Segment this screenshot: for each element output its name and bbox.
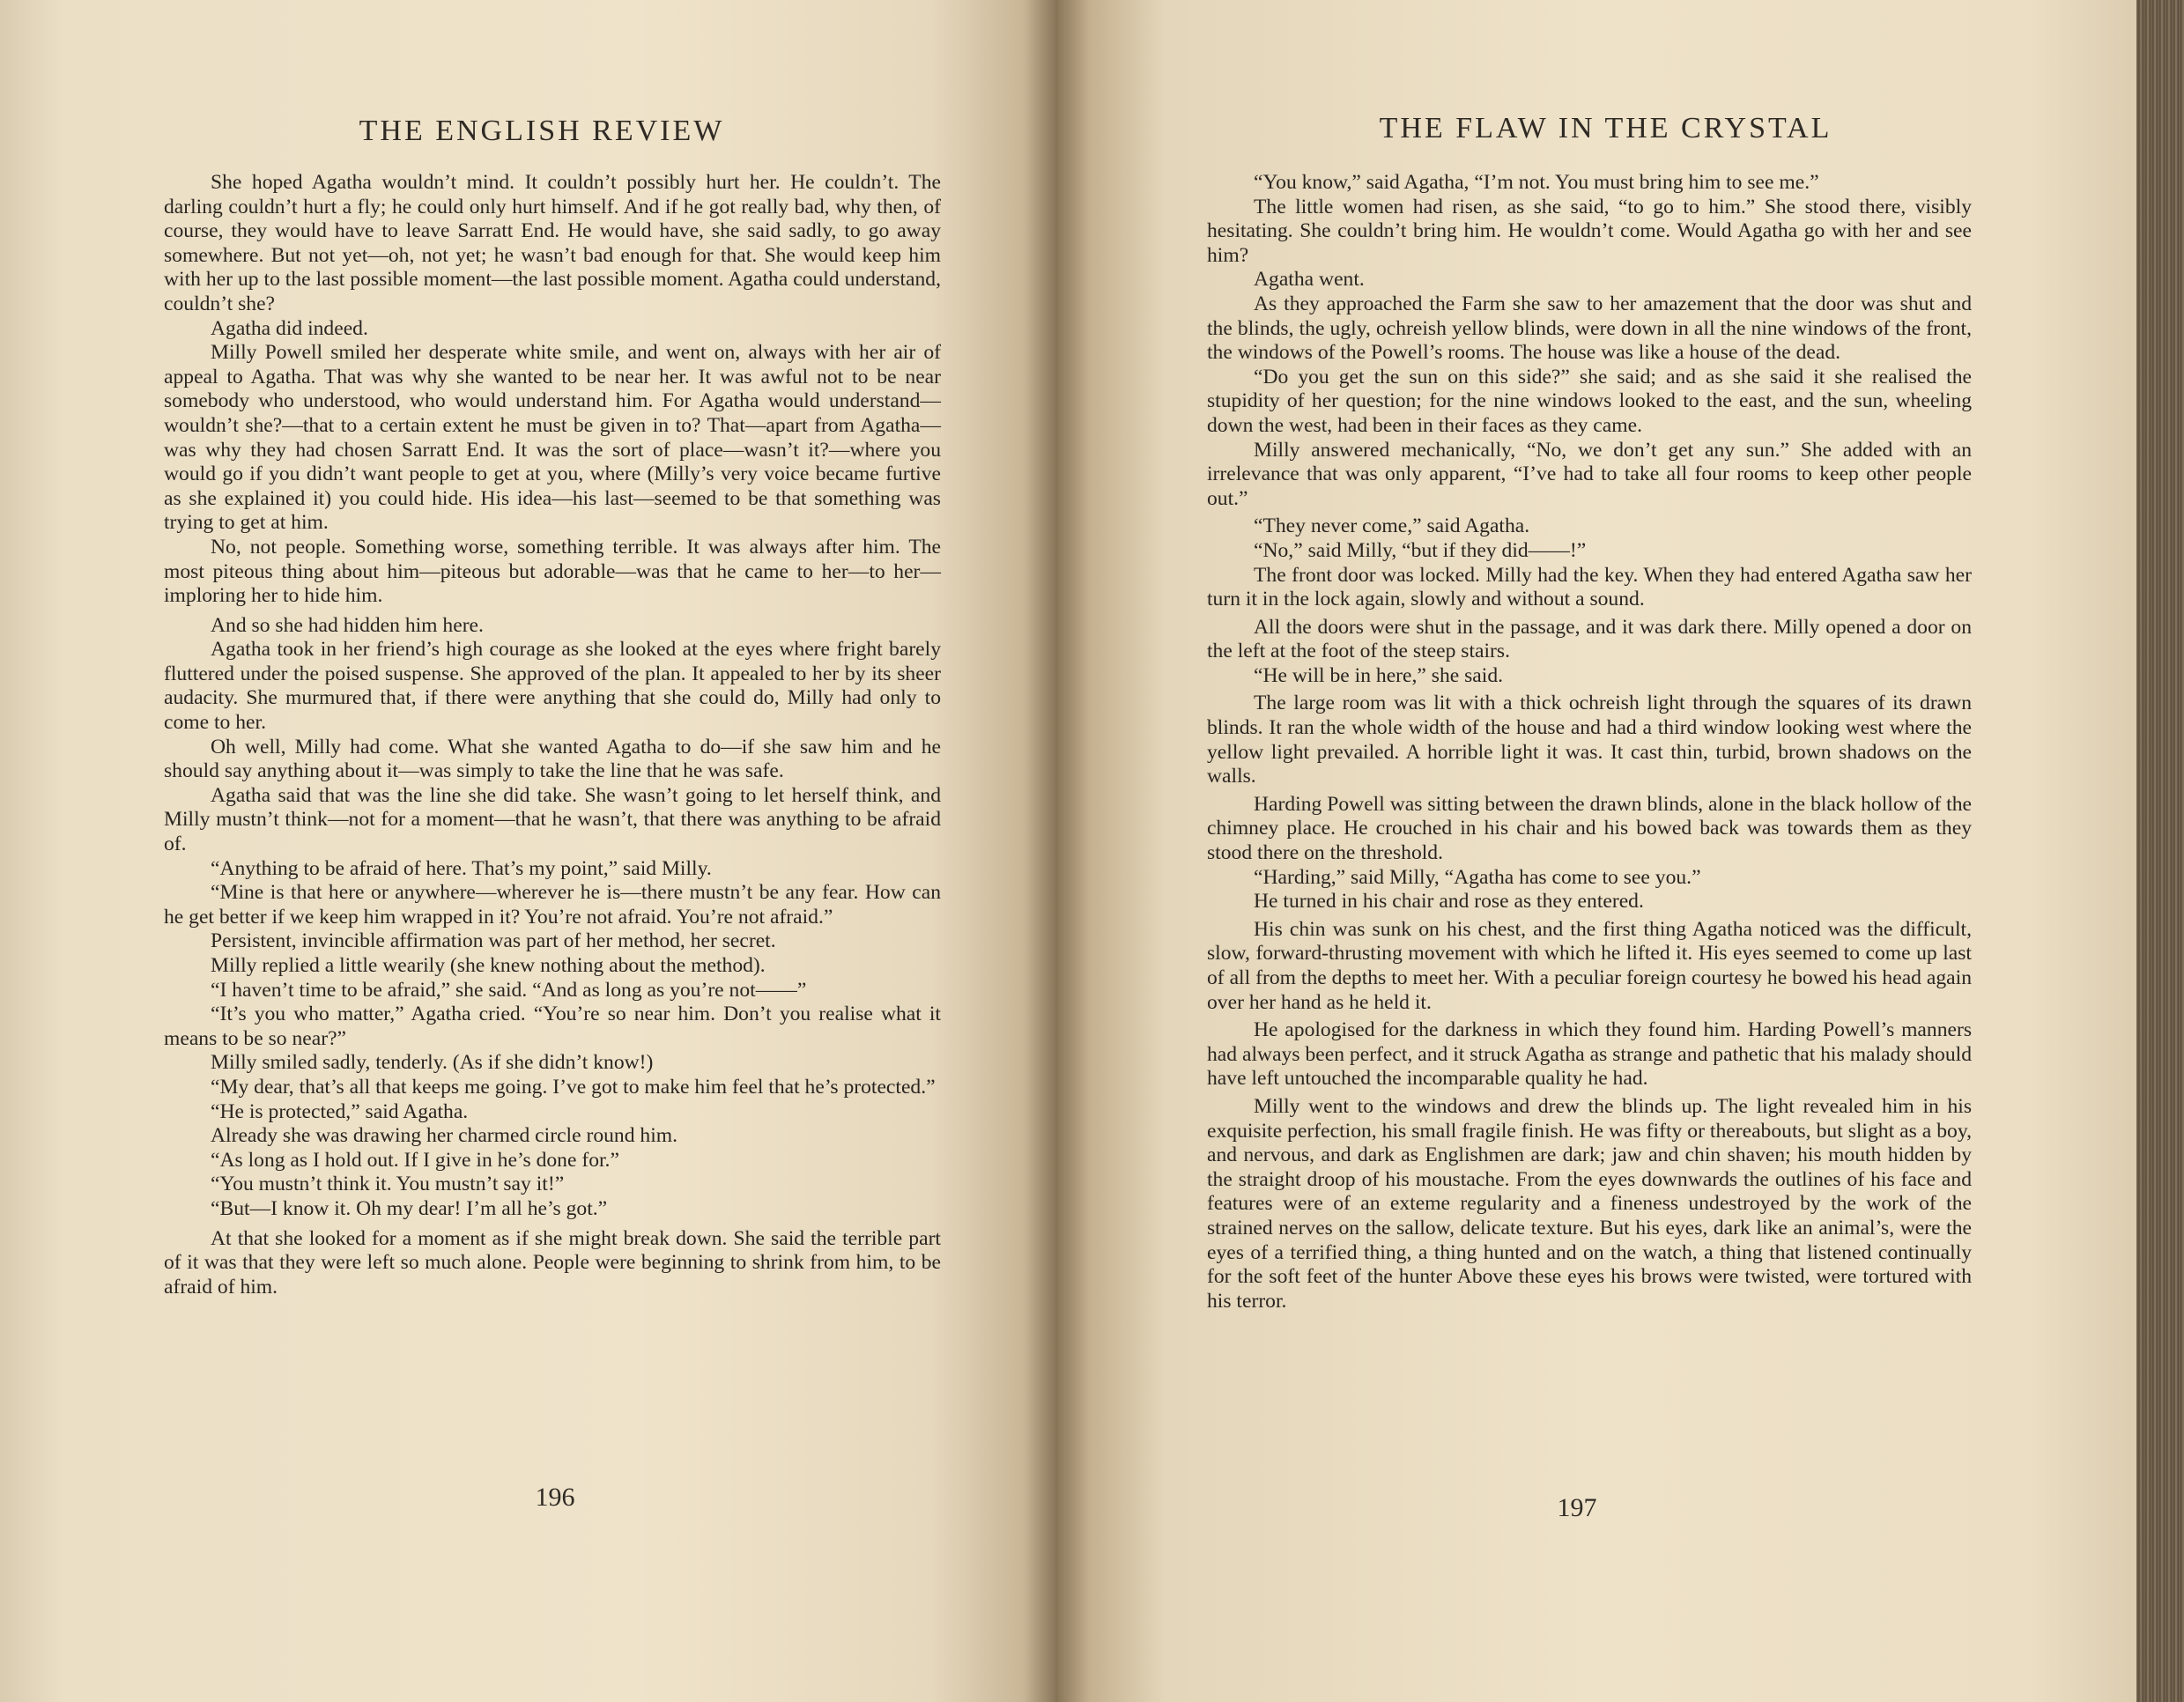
- paragraph: The little women had risen, as she said, “to go to him.” She stood there, visibly hesitating. She couldn’t bring him. He wouldn’t come. Would Agatha go with her and see him?: [1207, 195, 1972, 267]
- paragraph: Persistent, invincible affirmation was part of her method, her secret.: [211, 929, 776, 953]
- paragraph: Milly answered mechanically, “No, we don’t get any sun.” She added with an irrelevance that was only apparent, “I’ve had to take all four rooms to keep other people out.”: [1207, 438, 1972, 510]
- body-text: [1207, 171, 1972, 1314]
- paragraph: Agatha did indeed.: [211, 316, 368, 340]
- paragraph: His chin was sunk on his chest, and the first thing Agatha noticed was the difficult, slow, forward-thrusting movement with which he lifted it. His eyes seemed to come up last of all from the depths to meet her. With a peculiar foreign courtesy he bowed his head again over her hand as he held it.: [1207, 917, 1972, 1014]
- paragraph: Agatha said that was the line she did take. She wasn’t going to let herself think, and Milly mustn’t think—not for a moment—that he wasn’t, that there was anything to be afraid of.: [164, 783, 941, 856]
- paragraph: Milly smiled sadly, tenderly. (As if she didn’t know!): [211, 1051, 654, 1075]
- paragraph: “My dear, that’s all that keeps me going. I’ve got to make him feel that he’s protected.”: [211, 1075, 936, 1099]
- paragraph: At that she looked for a moment as if she might break down. She said the terrible part of it was that they were left so much alone. People were beginning to shrink from him, to be afraid of him.: [164, 1226, 941, 1299]
- paragraph: “Anything to be afraid of here. That’s my point,” said Milly.: [211, 856, 712, 880]
- page-number: 196: [535, 1483, 575, 1512]
- paragraph: Agatha took in her friend’s high courage as she looked at the eyes where fright barely fluttered under the poised suspense. She approved of the plan. It appealed to her by its sheer audacity. She murmured that, if there were anything that she could do, Milly had only to come to her.: [164, 638, 941, 735]
- paragraph: He apologised for the darkness in which they found him. Harding Powell’s manners had always been perfect, and it struck Agatha as strange and pathetic that his malady should have left untouched the incomparable quality he had.: [1207, 1018, 1972, 1091]
- paragraph: The front door was locked. Milly had the key. When they had entered Agatha saw her turn it in the lock again, slowly and without a sound.: [1207, 563, 1972, 611]
- page-number: 197: [1557, 1493, 1597, 1522]
- left-page: [0, 0, 1057, 1702]
- paragraph: “They never come,” said Agatha.: [1254, 514, 1530, 538]
- paragraph: “You know,” said Agatha, “I’m not. You must bring him to see me.”: [1254, 171, 1819, 194]
- running-head: THE ENGLISH REVIEW: [359, 115, 725, 147]
- paragraph: “He will be in here,” she said.: [1254, 663, 1504, 687]
- paragraph: Oh well, Milly had come. What she wanted Agatha to do—if she saw him and he should say anything about it—was simply to take the line that he was safe.: [164, 735, 941, 783]
- paragraph: She hoped Agatha wouldn’t mind. It couldn’t possibly hurt her. He couldn’t. The darling couldn’t hurt a fly; he could only hurt himself. And if he got really bad, why then, of course, they would have to leave Sarratt End. He would have, she said sadly, to go away somewhere. But not yet—oh, not yet; he wasn’t bad enough for that. She would keep him with her up to the last possible moment—the last possible moment. Agatha could understand, couldn’t she?: [164, 171, 941, 315]
- paragraph: “Harding,” said Milly, “Agatha has come to see you.”: [1254, 865, 1701, 889]
- paragraph: As they approached the Farm she saw to her amazement that the door was shut and the blinds, the ugly, ochreish yellow blinds, were down in all the nine windows of the front, the windows of the Powell’s rooms. The house was like a house of the dead.: [1207, 292, 1972, 365]
- paragraph: “You mustn’t think it. You mustn’t say it!”: [211, 1173, 565, 1196]
- paragraph: Harding Powell was sitting between the drawn blinds, alone in the black hollow of the chimney place. He crouched in his chair and his bowed back was towards them as they stood there on the threshold.: [1207, 792, 1972, 865]
- running-head: THE FLAW IN THE CRYSTAL: [1379, 112, 1832, 144]
- page-edges: [2136, 0, 2184, 1702]
- paragraph: “As long as I hold out. If I give in he’s done for.”: [211, 1148, 619, 1172]
- paragraph: The large room was lit with a thick ochreish light through the squares of its drawn blinds. It ran the whole width of the house and had a third window looking west where the yellow light prevailed. A horrible light it was. It cast thin, turbid, brown shadows on the walls.: [1207, 692, 1972, 788]
- paragraph: “It’s you who matter,” Agatha cried. “You’re so near him. Don’t you realise what it means to be so near?”: [164, 1003, 941, 1050]
- paragraph: “Do you get the sun on this side?” she said; and as she said it she realised the stupidity of her question; for the nine windows looked to the east, and the sun, wheeling down the west, had been in their faces as they came.: [1207, 365, 1972, 437]
- paragraph: “I haven’t time to be afraid,” she said. “And as long as you’re not——”: [211, 978, 807, 1002]
- paragraph: Milly replied a little wearily (she knew nothing about the method).: [211, 954, 766, 977]
- paragraph: “No,” said Milly, “but if they did——!”: [1254, 538, 1587, 562]
- paragraph: “Mine is that here or anywhere—wherever he is—there mustn’t be any fear. How can he get better if we keep him wrapped in it? You’re not afraid. You’re not afraid.”: [164, 881, 941, 929]
- paragraph: Already she was drawing her charmed circle round him.: [211, 1124, 678, 1148]
- paragraph: Milly went to the windows and drew the blinds up. The light revealed him in his exquisite perfection, his small fragile finish. He was fifty or thereabouts, but slight as a boy, and nervous, and dark as Englishmen are dark; jaw and chin shaven; his mouth hidden by the straight droop of his moustache. From the eyes downwards the outlines of his face and features were of an exteme regularity and a fineness undestroyed by the work of the strained nerves on the sallow, delicate texture. But his eyes, dark like an animal’s, were the eyes of a terrified thing, a thing hunted and on the watch, a thing that listened continually for the soft feet of the hunter Above these eyes his brows were twisted, were tortured with his terror.: [1207, 1094, 1972, 1313]
- paragraph: He turned in his chair and rose as they entered.: [1254, 890, 1644, 914]
- paragraph: “He is protected,” said Agatha.: [211, 1099, 469, 1123]
- paragraph: Agatha went.: [1254, 268, 1365, 292]
- paragraph: “But—I know it. Oh my dear! I’m all he’s got.”: [211, 1196, 608, 1220]
- right-page: [1057, 0, 2136, 1702]
- body-text: [164, 171, 941, 1299]
- paragraph: Milly Powell smiled her desperate white smile, and went on, always with her air of appeal to Agatha. That was why she wanted to be near her. It was awful not to be near somebody who understood, who would understand him. For Agatha would understand—wouldn’t she?—that to a certain extent he must be given in to? That—apart from Agatha—was why they had chosen Sarratt End. It was the sort of place—wasn’t it?—where you would go if you didn’t want people to get at you, where (Milly’s very voice became furtive as she explained it) you could hide. His idea—his last—seemed to be that something was trying to get at him.: [164, 341, 941, 535]
- paragraph: No, not people. Something worse, something terrible. It was always after him. The most piteous thing about him—piteous but adorable—was that he came to her—to her—imploring her to hide him.: [164, 535, 941, 608]
- paragraph: And so she had hidden him here.: [211, 613, 484, 637]
- paragraph: All the doors were shut in the passage, and it was dark there. Milly opened a door on the left at the foot of the steep stairs.: [1207, 615, 1972, 663]
